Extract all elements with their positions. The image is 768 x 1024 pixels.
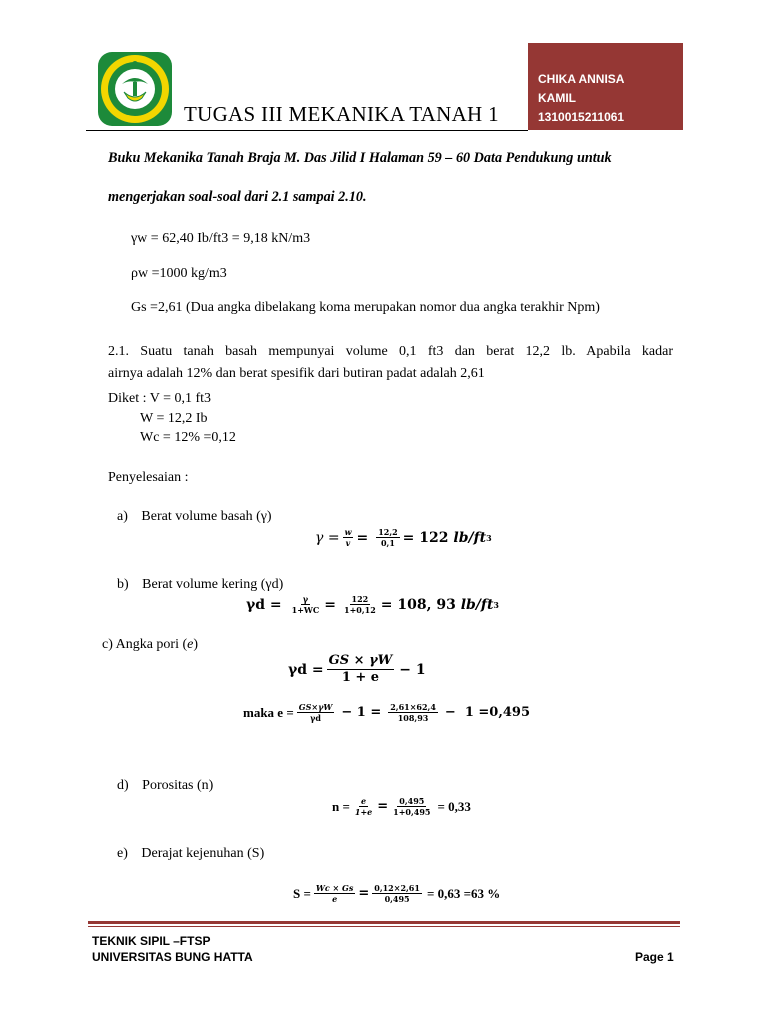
university-logo [92,46,178,132]
problem-statement [108,341,673,385]
author-name-line1: CHIKA ANNISA [538,72,625,86]
equation-e: S = $\frac{Wc \times Gs}{e}$ = $\frac{0,12\times 2,61}{0,495}$ = 0,63 =63 % [293,883,501,904]
problem-line-1: 2.1. Suatu tanah basah mempunyai volume 0,1 ft3 dan berat 12,2 lb. Apabila kadar [108,344,673,359]
step-c-label: c) Angka pori (e) [102,637,199,652]
constant-gamma-w: γw = 62,40 Ib/ft3 = 9,18 kN/m3 [131,231,311,246]
intro-line-2: mengerjakan soal-soal dari 2.1 sampai 2.10. [108,189,367,205]
diket-v: Diket : V = 0,1 ft3 [108,391,212,406]
step-b-label [117,577,283,593]
constant-gs: Gs =2,61 (Dua angka dibelakang koma merupakan nomor dua angka terakhir Npm) [131,300,600,315]
step-b-marker: b) [117,577,129,592]
author-box [528,43,683,130]
footer-divider-thin [88,926,680,927]
problem-line-2: airnya adalah 12% dan berat spesifik dari butiran padat adalah 2,61 [108,366,485,381]
footer-university: UNIVERSITAS BUNG HATTA [92,950,253,964]
intro-line-1: Buku Mekanika Tanah Braja M. Das Jilid I Halaman 59 – 60 Data Pendukung untuk [108,150,612,166]
diket-wc: Wc = 12% =0,12 [140,430,236,445]
step-a-label [117,509,272,525]
step-a-text: Berat volume basah (γ) [141,509,272,524]
footer-divider-thick [88,921,680,924]
author-id: 1310015211061 [538,110,625,124]
constant-rho-w: ρw =1000 kg/m3 [131,266,227,281]
equation-d: n = $\frac{e}{1+e}$ = $\frac{0,495}{1+0,495}$ = 0,33 [332,796,471,817]
page-number: Page 1 [635,950,674,964]
document-title: TUGAS III MEKANIKA TANAH 1 [184,102,499,126]
penyelesaian-label: Penyelesaian : [108,470,189,485]
step-d-label: d) Porositas (n) [117,778,214,793]
equation-a: γ = $\frac{w}{v}$ = $\frac{12,2}{0,1}$ = 122 lb/ft 3 [315,527,492,548]
step-a-marker: a) [117,509,128,524]
diket-w: W = 12,2 Ib [140,411,208,426]
equation-b: γd = $\frac{\gamma}{1+WC}$ = $\frac{122}{1+0,12}$ = 108, 93 lb/ft 3 [246,594,499,615]
equation-c-result: maka e = $\frac{GS\times\gamma W}{\gamma d}$ − 1 = $\frac{2,61\times 62,4}{108,93}$ − 1 =0,495 [243,702,531,723]
footer-department: TEKNIK SIPIL –FTSP [92,934,211,948]
step-b-text: Berat volume kering (γd) [142,577,284,592]
author-name-line2: KAMIL [538,91,576,105]
header-divider [86,130,528,131]
equation-c-main: γd = $\frac{GS \times \gamma W}{1 + e}$ − 1 [288,653,426,686]
step-e-label: e) Derajat kejenuhan (S) [117,846,265,861]
